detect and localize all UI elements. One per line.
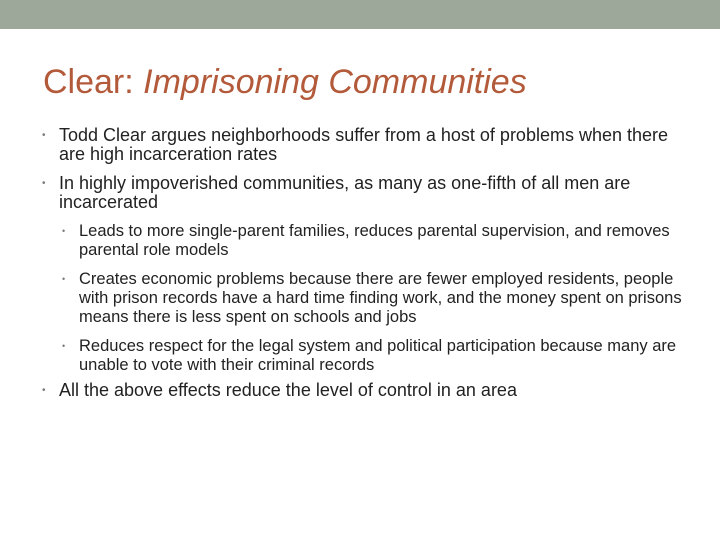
slide-title bbox=[43, 60, 527, 104]
bullet-dot-icon: • bbox=[42, 178, 46, 189]
bullet-item bbox=[42, 174, 692, 212]
bullet-text: In highly impoverished communities, as many as one-fifth of all men are incarcerated bbox=[59, 173, 631, 212]
sub-bullet-item bbox=[62, 337, 692, 375]
sub-bullet-item bbox=[62, 222, 692, 260]
bullet-item bbox=[42, 381, 692, 400]
top-accent-bar bbox=[0, 0, 720, 29]
sub-bullet-text: Leads to more single-parent families, reduces parental supervision, and removes parental role models bbox=[79, 222, 670, 259]
slide-body bbox=[42, 126, 692, 410]
bullet-text: All the above effects reduce the level of control in an area bbox=[59, 380, 517, 400]
title-prefix: Clear: bbox=[43, 63, 144, 101]
bullet-text: Todd Clear argues neighborhoods suffer from a host of problems when there are high incarceration rates bbox=[59, 125, 669, 164]
bullet-dot-icon: • bbox=[62, 341, 66, 351]
sub-bullet-item bbox=[62, 270, 692, 327]
bullet-dot-icon: • bbox=[62, 226, 66, 236]
bullet-dot-icon: • bbox=[42, 130, 46, 141]
bullet-item bbox=[42, 126, 692, 164]
title-italic: Imprisoning Communities bbox=[143, 63, 527, 101]
bullet-dot-icon: • bbox=[62, 274, 66, 284]
sub-bullet-text: Creates economic problems because there are fewer employed residents, people with prison records have a hard time finding work, and the money spent on prisons means there is less spent on schools and jobs bbox=[79, 270, 682, 326]
bullet-dot-icon: • bbox=[42, 385, 46, 396]
sub-bullet-text: Reduces respect for the legal system and political participation because many are unable to vote with their criminal records bbox=[79, 337, 677, 374]
